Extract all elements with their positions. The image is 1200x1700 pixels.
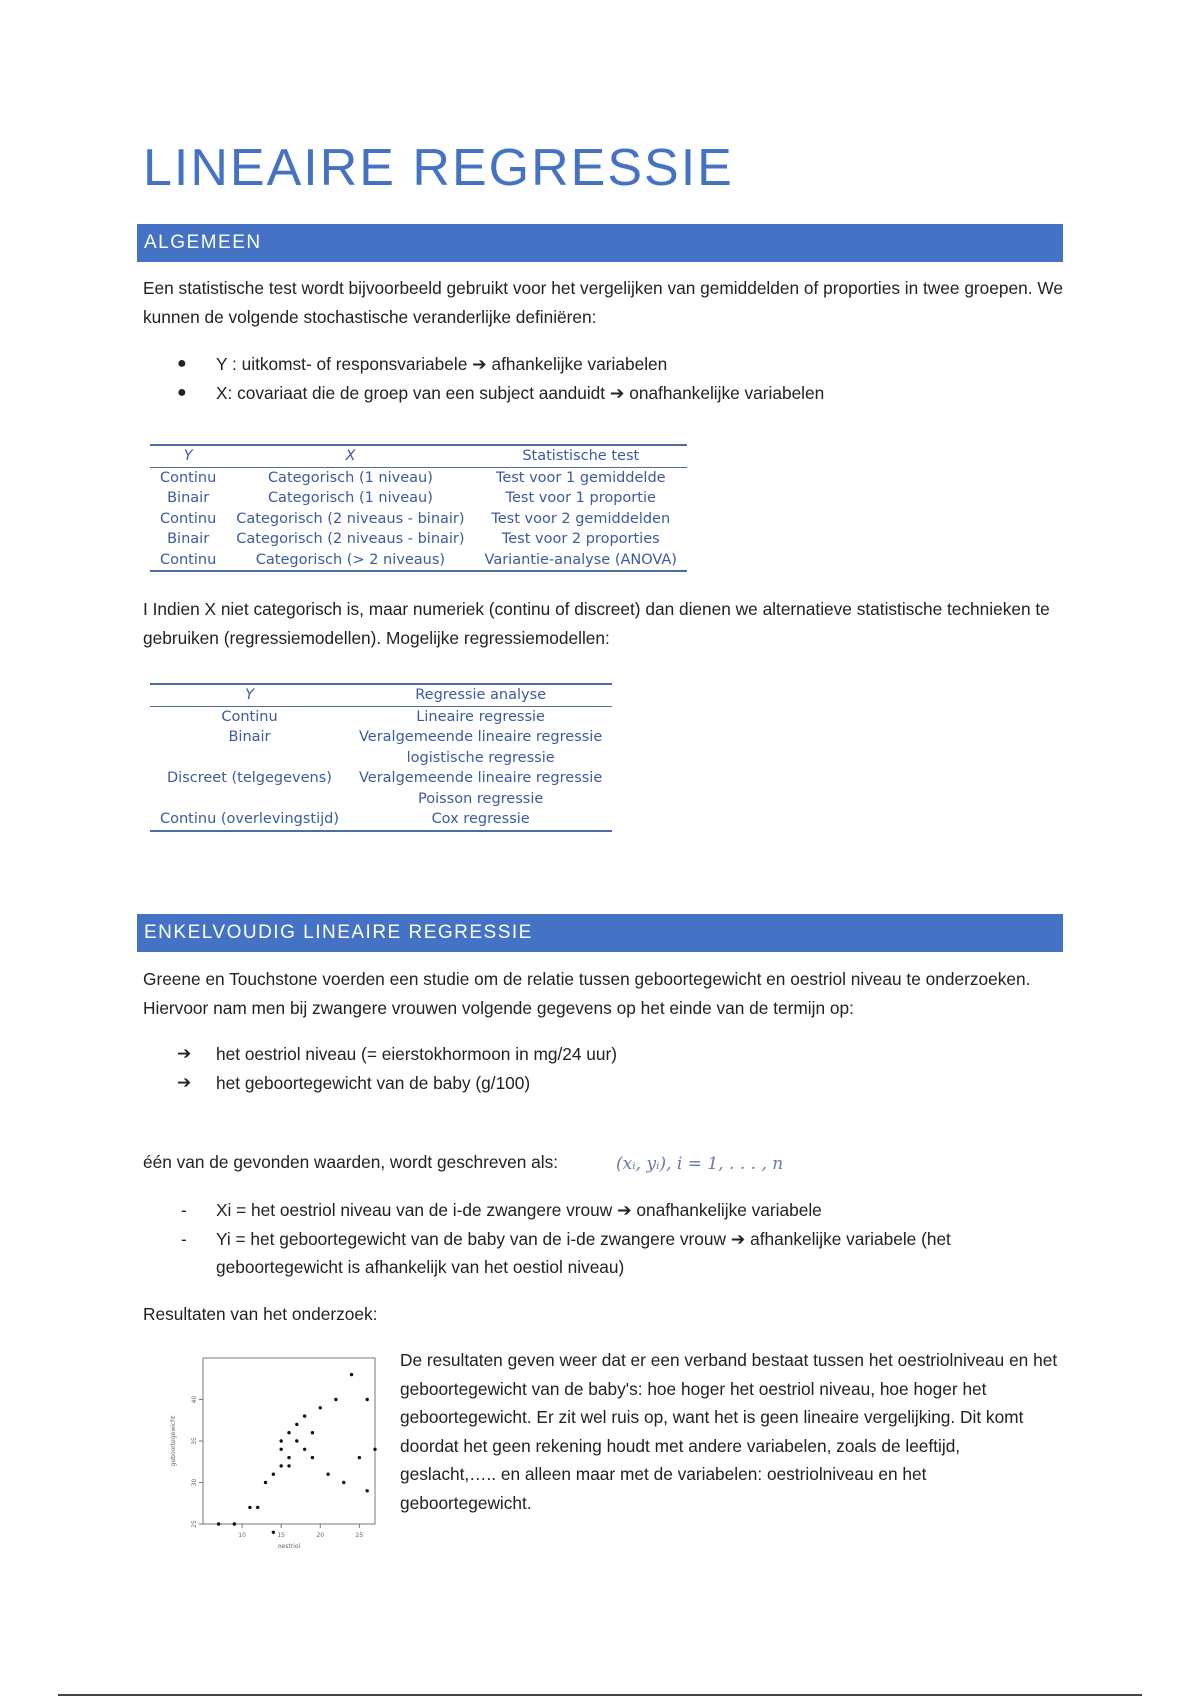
table-cell: Discreet (telgegevens) <box>167 770 332 786</box>
table-cell: Test voor 2 proporties <box>501 531 660 547</box>
section-header-enkelvoudig: ENKELVOUDIG LINEAIRE REGRESSIE <box>137 914 1063 952</box>
measurement-list <box>143 1040 1063 1097</box>
table-cell: Categorisch (2 niveaus - binair) <box>236 510 465 527</box>
x-tick-label: 10 <box>238 1532 246 1539</box>
table-cell: Test voor 2 gemiddelden <box>491 510 671 527</box>
dash-marker: - <box>181 1200 187 1220</box>
data-point <box>295 1423 298 1426</box>
list-item-text: het geboortegewicht van de baby (g/100) <box>216 1072 531 1093</box>
table-row <box>150 550 687 572</box>
table-cell: Binair <box>167 490 210 506</box>
formula-lead: één van de gevonden waarden, wordt geschreven als: <box>143 1152 559 1172</box>
data-point <box>342 1481 345 1484</box>
table-row <box>150 809 612 831</box>
table-header: X <box>226 445 474 467</box>
data-point <box>287 1456 290 1459</box>
table-cell: Categorisch (1 niveau) <box>267 490 433 506</box>
data-point <box>358 1456 361 1459</box>
list-item-result: onafhankelijke variabelen <box>629 382 825 403</box>
data-point <box>279 1448 282 1451</box>
table-cell <box>150 789 349 810</box>
table-row <box>150 467 687 488</box>
after-table-text: I Indien X niet categorisch is, maar numeriek (continu of discreet) dan dienen we alternatieve statistische technieken te gebruiken (regressiemodellen). Mogelijke regressiemodellen: <box>143 599 1050 648</box>
data-point <box>303 1414 306 1417</box>
formula: (xᵢ, yᵢ), i = 1, . . . , n <box>616 1154 784 1174</box>
list-item-term: X: covariaat die de groep van een subject aanduidt <box>216 382 606 403</box>
dash-marker: - <box>181 1228 187 1249</box>
data-point <box>365 1489 368 1492</box>
intro-text: Een statistische test wordt bijvoorbeeld gebruikt voor het vergelijken van gemiddelden of proporties in twee groepen. We kunnen de volgende stochastische veranderlijke definiëren: <box>143 278 1063 327</box>
results-label: Resultaten van het onderzoek: <box>143 1304 378 1324</box>
table-row <box>150 529 687 550</box>
list-item <box>143 1225 1063 1282</box>
data-point <box>350 1373 353 1376</box>
list-item <box>143 379 1063 408</box>
table-cell: Test voor 1 gemiddelde <box>495 469 666 486</box>
data-point <box>365 1398 368 1401</box>
table-row <box>150 727 612 748</box>
regression-model-table <box>150 683 612 832</box>
plot-frame <box>203 1358 375 1524</box>
x-axis-label: oestriol <box>277 1543 301 1548</box>
table-header: Y <box>150 684 349 706</box>
footer-divider <box>58 1694 1142 1696</box>
data-point <box>256 1506 259 1509</box>
arrow-right-icon: ➔ <box>177 1072 192 1092</box>
table-cell: Continu (overlevingstijd) <box>150 809 349 831</box>
list-item-text: Xi = het oestriol niveau van de i-de zwangere vrouw <box>216 1200 613 1220</box>
data-point <box>272 1531 275 1534</box>
table-cell: logistische regressie <box>406 749 555 766</box>
table-cell: Poisson regressie <box>417 790 544 807</box>
y-tick-label: 40 <box>191 1395 198 1404</box>
list-item-text: het oestriol niveau (= eierstokhormoon in mg/24 uur) <box>216 1044 618 1064</box>
data-point <box>287 1464 290 1467</box>
table-cell: Cox regressie <box>349 809 612 831</box>
data-point <box>287 1431 290 1434</box>
scatter-plot-svg <box>165 1350 385 1548</box>
list-item <box>143 1040 1063 1069</box>
data-point <box>272 1473 275 1476</box>
table-row <box>150 509 687 530</box>
arrow-right-icon: ➔ <box>730 1228 746 1249</box>
data-point <box>311 1456 314 1459</box>
table-cell: Continu <box>160 469 217 486</box>
after-table-paragraph <box>143 595 1063 653</box>
table-header: Y <box>150 445 226 467</box>
table-cell: Variantie-analyse (ANOVA) <box>475 550 687 572</box>
data-point <box>319 1406 322 1409</box>
data-point <box>279 1439 282 1442</box>
table-cell: Binair <box>228 729 271 745</box>
table-cell: Test voor 1 proportie <box>505 490 656 506</box>
table-cell <box>150 748 349 769</box>
y-axis-label: geboortegewicht <box>170 1415 177 1467</box>
intro-paragraph <box>143 274 1063 332</box>
list-item <box>143 1069 1063 1098</box>
table-row <box>150 789 612 810</box>
data-point <box>264 1481 267 1484</box>
list-item-text: Yi = het geboortegewicht van de baby van de i-de zwangere vrouw <box>216 1228 726 1249</box>
table-row <box>150 706 612 727</box>
list-item-term: Y : uitkomst- of responsvariabele <box>216 354 468 374</box>
table-cell: Categorisch (1 niveau) <box>267 469 433 486</box>
x-tick-label: 15 <box>277 1532 286 1539</box>
y-tick-label: 25 <box>191 1520 198 1528</box>
table-cell: Veralgemeende lineaire regressie <box>359 729 603 745</box>
data-point <box>295 1439 298 1442</box>
data-point <box>326 1473 329 1476</box>
table-cell: Lineaire regressie <box>416 708 545 725</box>
bullet-icon: ● <box>177 355 187 372</box>
table-cell: Continu <box>221 708 278 725</box>
table-cell: Categorisch (> 2 niveaus) <box>226 550 474 572</box>
page-title: LINEAIRE REGRESSIE <box>143 139 734 197</box>
list-item-result: afhankelijke variabele (het geboortegewicht is afhankelijk van het oestiol niveau) <box>216 1228 951 1277</box>
x-tick-label: 25 <box>355 1532 364 1539</box>
data-point <box>248 1506 251 1509</box>
table-cell: Veralgemeende lineaire regressie <box>359 770 603 786</box>
data-point <box>334 1398 337 1401</box>
variable-definition-list <box>143 1196 1063 1282</box>
table-row <box>150 748 612 769</box>
data-point <box>217 1522 220 1525</box>
y-tick-label: 30 <box>191 1478 198 1487</box>
x-tick-label: 20 <box>316 1532 325 1539</box>
arrow-right-icon: ➔ <box>617 1200 632 1220</box>
data-point <box>373 1448 376 1451</box>
table-row <box>150 768 612 789</box>
statistical-test-table <box>150 444 687 572</box>
section-header-algemeen: ALGEMEEN <box>137 224 1063 262</box>
table-header: Statistische test <box>475 445 687 467</box>
list-item-result: onafhankelijke variabele <box>636 1200 822 1220</box>
arrow-right-icon: ➔ <box>472 354 487 374</box>
study-paragraph <box>143 965 1063 1023</box>
bullet-icon: ● <box>177 383 187 401</box>
table-cell: Binair <box>167 531 210 547</box>
list-item-result: afhankelijke variabelen <box>491 354 668 374</box>
table-cell: Continu <box>150 550 226 572</box>
list-item <box>143 1196 1063 1225</box>
table-cell: Categorisch (2 niveaus - binair) <box>236 531 465 547</box>
variable-list <box>143 350 1063 407</box>
arrow-right-icon: ➔ <box>177 1044 192 1063</box>
results-paragraph <box>400 1346 1060 1517</box>
data-point <box>279 1464 282 1467</box>
data-point <box>311 1431 314 1434</box>
table-row <box>150 488 687 509</box>
table-header: Regressie analyse <box>349 684 612 706</box>
study-text: Greene en Touchstone voerden een studie om de relatie tussen geboortegewicht en oestriol niveau te onderzoeken. Hiervoor nam men bij zwangere vrouwen volgende gegevens op het einde van de termijn op: <box>143 969 1031 1018</box>
arrow-right-icon: ➔ <box>609 382 625 403</box>
y-tick-label: 35 <box>191 1437 198 1445</box>
scatter-plot <box>165 1350 385 1548</box>
data-point <box>233 1522 236 1525</box>
list-item <box>143 350 1063 379</box>
results-text: De resultaten geven weer dat er een verband bestaat tussen het oestriolniveau en het geboortegewicht van de baby's: hoe hoger het oestriol niveau, hoe hoger het geboortegewicht. Er zit wel ruis op, want het is geen lineaire vergelijking. Dit komt doordat het geen rekening houdt met andere variabelen, zoals de leeftijd, geslacht,….. en alleen maar met de variabelen: oestriolniveau en het geboortegewicht. <box>400 1350 1058 1513</box>
table-cell: Continu <box>160 510 217 527</box>
data-point <box>303 1448 306 1451</box>
